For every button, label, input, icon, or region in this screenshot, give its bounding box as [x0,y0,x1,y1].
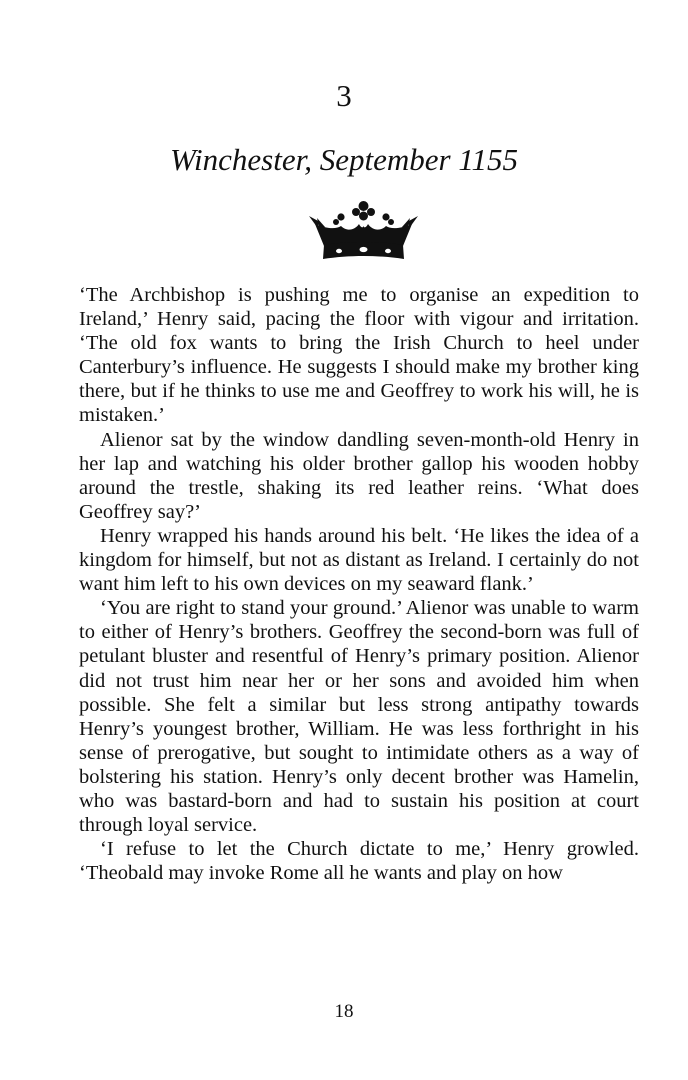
paragraph: ‘I refuse to let the Church dictate to me,’ Henry growled. ‘Theobald may invoke Rome all he wants and play on how [79,838,639,885]
paragraph: Henry wrapped his hands around his belt. ‘He likes the idea of a kingdom for himself, but not as distant as Ireland. I certainly do not want him left to his own devices on my seaward flank.’ [79,524,639,596]
crown-icon [307,200,420,262]
paragraph: Alienor sat by the window dandling seven-month-old Henry in her lap and watching his older brother gallop his wooden hobby around the trestle, shaking its red leather reins. ‘What does Geoffrey say?’ [79,428,639,523]
paragraph: ‘The Archbishop is pushing me to organise an expedition to Ireland,’ Henry said, pacing the floor with vigour and irritation. ‘The old fox wants to bring the Irish Church to heel under Canterbury’s influence. He suggests I should make my brother king there, but if he thinks to use me and Geoffrey to work his will, he is mistaken.’ [79,284,639,427]
chapter-body [79,283,639,885]
chapter-title: Winchester, September 1155 [169,142,519,177]
chapter-number: 3 [336,78,352,113]
paragraph: ‘You are right to stand your ground.’ Alienor was unable to warm to either of Henry’s brothers. Geoffrey the second-born was full of petulant bluster and resentful of Henry’s primary position. Alienor did not trust him near her or her sons and avoided him when possible. She felt a similar but less strong antipathy towards Henry’s youngest brother, William. He was less forthright in his sense of prerogative, but sought to intimidate others as a way of bolstering his station. Henry’s only decent brother was Hamelin, who was bastard-born and had to sustain his position at court through loyal service. [79,597,639,837]
page-number: 18 [334,1001,354,1022]
